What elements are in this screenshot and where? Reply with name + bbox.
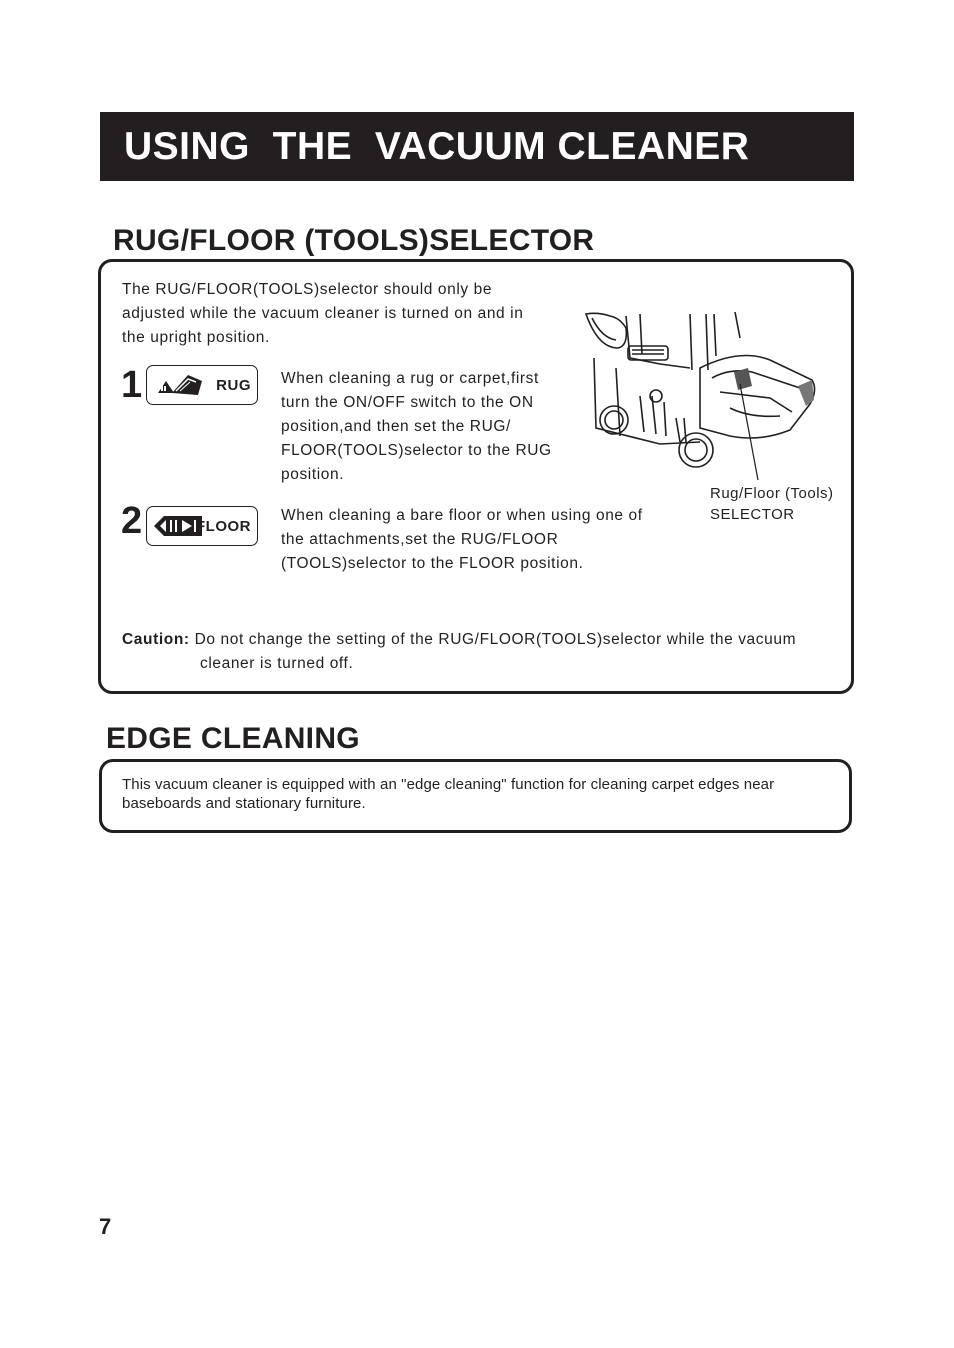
caution-text-cont: cleaner is turned off. [200,655,354,672]
floor-badge-label: FLOOR [196,518,251,535]
page-number: 7 [99,1214,112,1239]
vacuum-base-illustration [580,308,820,488]
edge-cleaning-text: This vacuum cleaner is equipped with an "edge cleaning" function for cleaning carpet edges near baseboards and stationary furniture. [122,776,775,812]
rug-badge [146,365,258,405]
step-2-text: When cleaning a bare floor or when using one of the attachments,set the RUG/FLOOR (TOOLS)selector to the FLOOR position. [281,507,643,572]
rug-floor-intro: The RUG/FLOOR(TOOLS)selector should only be adjusted while the vacuum cleaner is turned on and in the upright position. [122,281,524,346]
floor-badge [146,506,258,546]
step-2-number: 2 [121,500,143,542]
selector-callout [710,483,834,525]
step-1-number: 1 [121,364,143,406]
rug-mode-icon [152,371,204,399]
rug-floor-heading: RUG/FLOOR (TOOLS)SELECTOR [113,224,595,257]
title-bar [100,112,854,181]
caution-text: Do not change the setting of the RUG/FLOOR(TOOLS)selector while the vacuum [194,631,797,648]
page-title: USING THE VACUUM CLEANER [124,125,750,168]
caution-label: Caution: [122,631,190,648]
caution-note [122,628,847,652]
rug-badge-label: RUG [216,377,251,394]
selector-callout-line1: Rug/Floor (Tools) [710,485,834,502]
step-1-text: When cleaning a rug or carpet,first turn the ON/OFF switch to the ON position,and then set the RUG/ FLOOR(TOOLS)selector to the RUG position. [281,370,552,483]
edge-cleaning-heading: EDGE CLEANING [106,722,360,755]
selector-callout-line2: SELECTOR [710,506,795,523]
